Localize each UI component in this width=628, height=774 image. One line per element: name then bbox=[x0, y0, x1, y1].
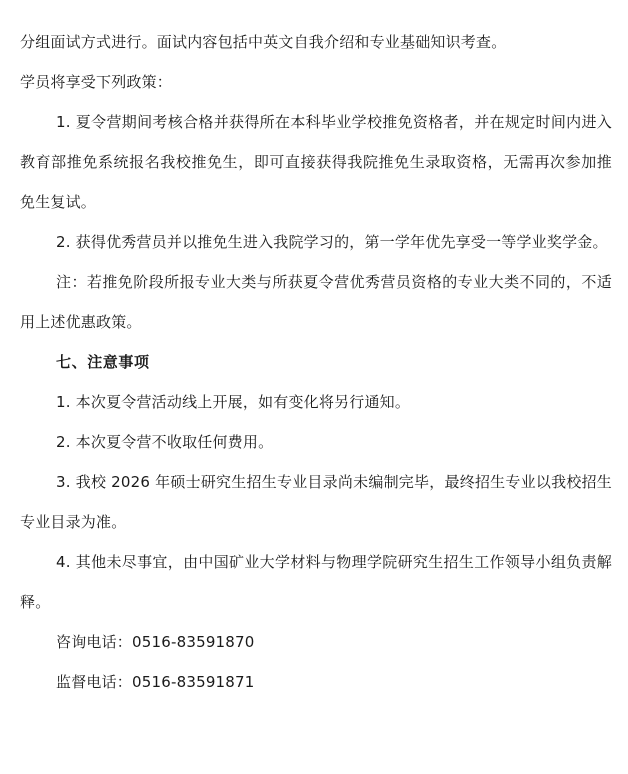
supervise-phone: 监督电话：0516-83591871 bbox=[56, 673, 255, 691]
policy-item-2: 2. 获得优秀营员并以推免生进入我院学习的，第一学年优先享受一等学业奖学金。 bbox=[56, 233, 608, 251]
notice-item-3: 3. 我校 2026 年硕士研究生招生专业目录尚未编制完毕，最终招生专业以我校招生专业目录为准。 bbox=[20, 473, 612, 531]
policy-item-1: 1. 夏令营期间考核合格并获得所在本科毕业学校推免资格者，并在规定时间内进入教育部推免系统报名我校推免生，即可直接获得我院推免生录取资格，无需再次参加推免生复试。 bbox=[20, 113, 612, 211]
policy-lead-paragraph: 学员将享受下列政策： bbox=[20, 73, 173, 91]
notice-item-2: 2. 本次夏令营不收取任何费用。 bbox=[56, 433, 274, 451]
section-7-heading: 七、注意事项 bbox=[56, 353, 150, 371]
notice-item-4: 4. 其他未尽事宜，由中国矿业大学材料与物理学院研究生招生工作领导小组负责解释。 bbox=[20, 553, 612, 611]
notice-item-1: 1. 本次夏令营活动线上开展，如有变化将另行通知。 bbox=[56, 393, 411, 411]
policy-note: 注：若推免阶段所报专业大类与所获夏令营优秀营员资格的专业大类不同的，不适用上述优惠政策。 bbox=[20, 273, 612, 331]
consult-phone: 咨询电话：0516-83591870 bbox=[56, 633, 255, 651]
intro-paragraph: 分组面试方式进行。面试内容包括中英文自我介绍和专业基础知识考查。 bbox=[20, 33, 507, 51]
document-body bbox=[20, 22, 612, 702]
